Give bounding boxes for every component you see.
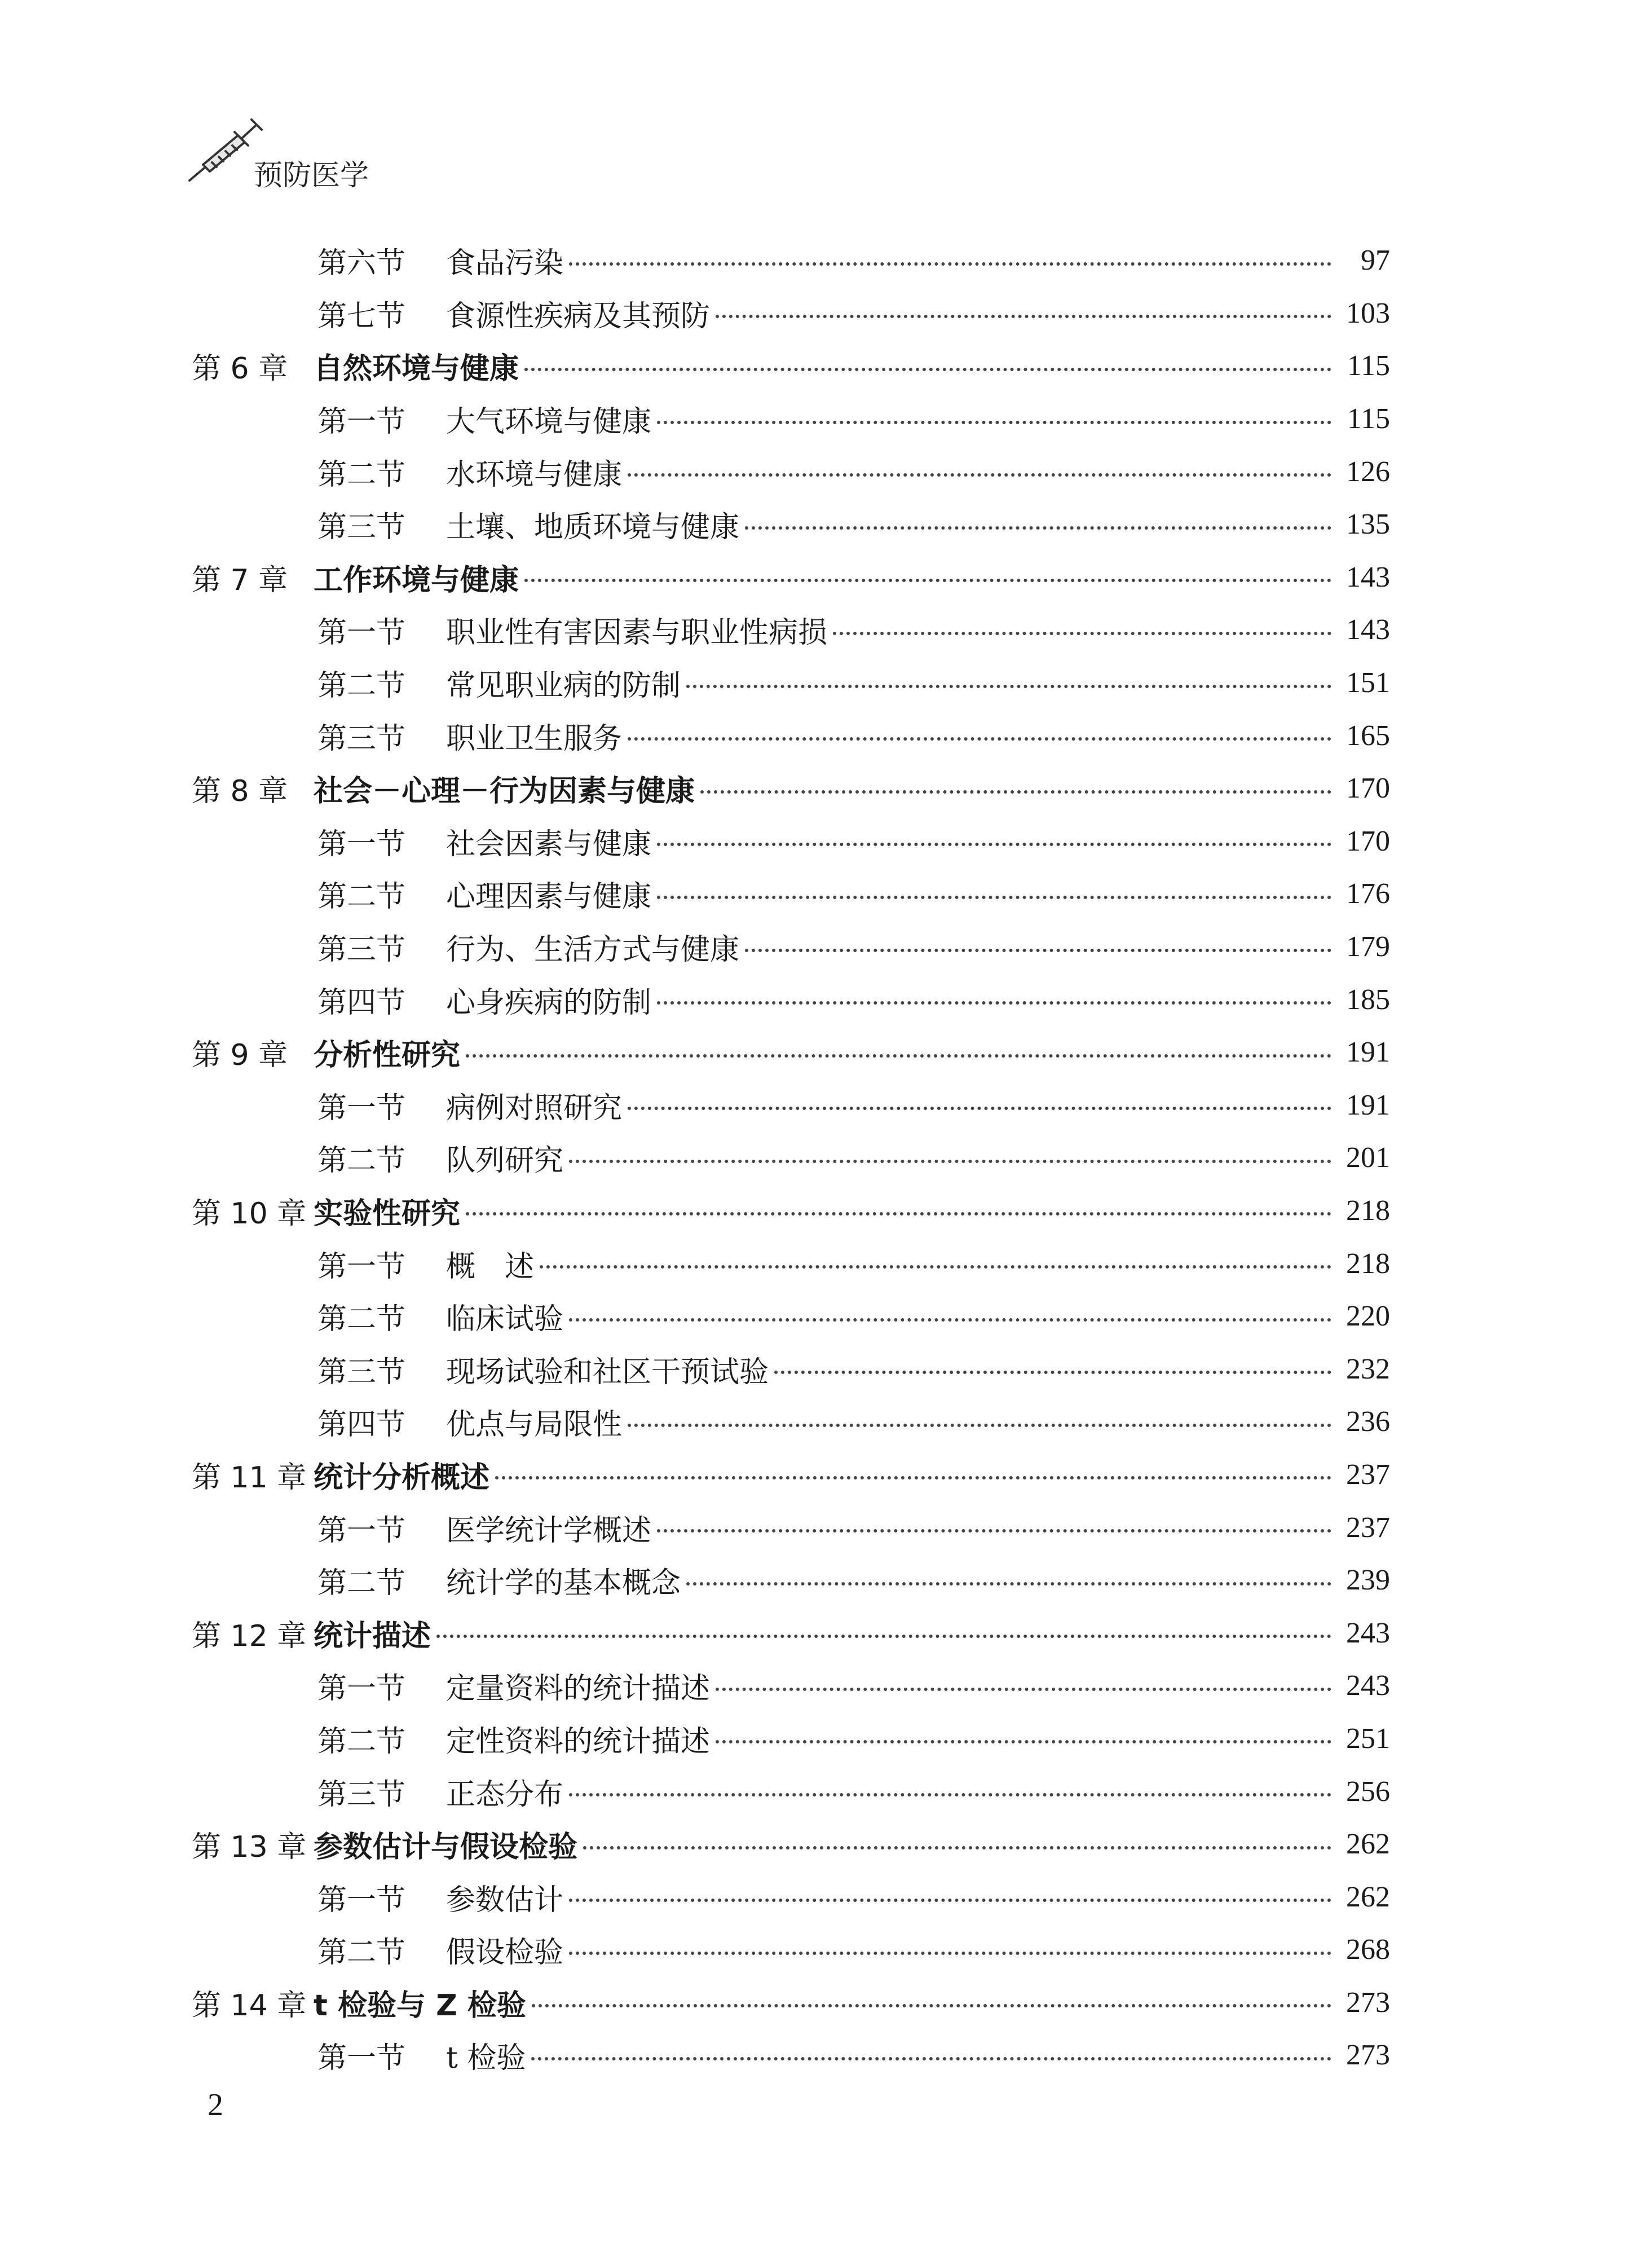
dot-leader bbox=[686, 685, 1331, 688]
page-ref: 185 bbox=[1346, 983, 1390, 1016]
chapter-number: 第 10 章 bbox=[192, 1196, 307, 1231]
section-title: 优点与局限性 bbox=[446, 1408, 623, 1442]
page-ref: 201 bbox=[1346, 1142, 1390, 1174]
page-ref: 262 bbox=[1346, 1828, 1390, 1861]
toc-section-row[interactable] bbox=[0, 815, 1628, 868]
page-ref: 268 bbox=[1346, 1934, 1390, 1966]
dot-leader bbox=[524, 368, 1331, 371]
section-number: 第一节 bbox=[317, 1513, 406, 1548]
toc-section-row[interactable] bbox=[0, 1395, 1628, 1448]
page-ref: 170 bbox=[1346, 772, 1390, 805]
table-of-contents bbox=[0, 234, 1628, 2082]
toc-section-row[interactable] bbox=[0, 657, 1628, 710]
toc-section-row[interactable] bbox=[0, 2029, 1628, 2082]
dot-leader bbox=[495, 1476, 1331, 1479]
page-ref: 191 bbox=[1346, 1089, 1390, 1121]
dot-leader bbox=[716, 1688, 1331, 1691]
section-title: 现场试验和社区干预试验 bbox=[446, 1355, 769, 1389]
chapter-number: 第 9 章 bbox=[192, 1038, 288, 1073]
toc-section-row[interactable] bbox=[0, 1765, 1628, 1818]
page-ref: 165 bbox=[1346, 719, 1390, 752]
chapter-number: 第 6 章 bbox=[192, 352, 288, 386]
section-number: 第二节 bbox=[317, 1144, 406, 1178]
section-number: 第二节 bbox=[317, 1566, 406, 1601]
section-number: 第一节 bbox=[317, 1883, 406, 1917]
page-ref: 256 bbox=[1346, 1775, 1390, 1808]
toc-section-row[interactable] bbox=[0, 604, 1628, 657]
page-ref: 239 bbox=[1346, 1564, 1390, 1597]
page-ref: 236 bbox=[1346, 1406, 1390, 1438]
toc-section-row[interactable] bbox=[0, 1237, 1628, 1290]
page-ref: 251 bbox=[1346, 1722, 1390, 1755]
toc-chapter-row[interactable] bbox=[0, 340, 1628, 393]
section-number: 第二节 bbox=[317, 1302, 406, 1337]
section-title: 食源性疾病及其预防 bbox=[446, 299, 711, 333]
section-number: 第四节 bbox=[317, 985, 406, 1020]
section-number: 第一节 bbox=[317, 405, 406, 439]
toc-section-row[interactable] bbox=[0, 1870, 1628, 1923]
section-title: 统计学的基本概念 bbox=[446, 1566, 681, 1601]
toc-section-row[interactable] bbox=[0, 1923, 1628, 1976]
toc-chapter-row[interactable] bbox=[0, 1976, 1628, 2029]
dot-leader bbox=[569, 1899, 1331, 1902]
page-ref: 262 bbox=[1346, 1881, 1390, 1913]
section-title: t 检验 bbox=[446, 2041, 526, 2076]
section-number: 第二节 bbox=[317, 880, 406, 914]
section-title: 临床试验 bbox=[446, 1302, 564, 1337]
chapter-number: 第 8 章 bbox=[192, 774, 288, 809]
dot-leader bbox=[569, 262, 1331, 266]
toc-section-row[interactable] bbox=[0, 1290, 1628, 1343]
section-title: 食品污染 bbox=[446, 246, 564, 281]
page-ref: 243 bbox=[1346, 1617, 1390, 1649]
section-title: 假设检验 bbox=[446, 1936, 564, 1970]
section-number: 第三节 bbox=[317, 1355, 406, 1389]
page-ref: 176 bbox=[1346, 878, 1390, 910]
section-number: 第三节 bbox=[317, 510, 406, 545]
dot-leader bbox=[569, 1793, 1331, 1796]
toc-section-row[interactable] bbox=[0, 1079, 1628, 1132]
dot-leader bbox=[745, 949, 1331, 952]
page-ref: 243 bbox=[1346, 1670, 1390, 1702]
dot-leader bbox=[657, 1529, 1331, 1532]
section-number: 第四节 bbox=[317, 1408, 406, 1442]
toc-section-row[interactable] bbox=[0, 1659, 1628, 1712]
page-ref: 218 bbox=[1346, 1247, 1390, 1280]
section-title: 社会因素与健康 bbox=[446, 827, 652, 861]
chapter-title: 自然环境与健康 bbox=[314, 352, 519, 386]
page-ref: 97 bbox=[1361, 244, 1390, 277]
section-title: 职业卫生服务 bbox=[446, 721, 623, 756]
page-ref: 237 bbox=[1346, 1511, 1390, 1544]
section-number: 第二节 bbox=[317, 669, 406, 703]
toc-chapter-row[interactable] bbox=[0, 1184, 1628, 1238]
dot-leader bbox=[774, 1371, 1331, 1374]
chapter-number: 第 11 章 bbox=[192, 1460, 307, 1495]
section-number: 第七节 bbox=[317, 299, 406, 333]
toc-section-row[interactable] bbox=[0, 498, 1628, 551]
section-title: 医学统计学概述 bbox=[446, 1513, 652, 1548]
dot-leader bbox=[657, 843, 1331, 846]
dot-leader bbox=[583, 1846, 1331, 1849]
dot-leader bbox=[628, 1424, 1331, 1427]
section-number: 第一节 bbox=[317, 1672, 406, 1706]
page-ref: 103 bbox=[1346, 297, 1390, 329]
dot-leader bbox=[657, 421, 1331, 424]
chapter-title: 实验性研究 bbox=[314, 1196, 461, 1231]
section-title: 行为、生活方式与健康 bbox=[446, 933, 740, 967]
page-ref: 135 bbox=[1346, 508, 1390, 541]
section-number: 第一节 bbox=[317, 1091, 406, 1125]
chapter-title: 统计描述 bbox=[314, 1619, 431, 1653]
dot-leader bbox=[466, 1212, 1331, 1216]
section-title: 心身疾病的防制 bbox=[446, 985, 652, 1020]
dot-leader bbox=[524, 579, 1331, 582]
page-ref: 191 bbox=[1346, 1036, 1390, 1069]
section-number: 第二节 bbox=[317, 1724, 406, 1759]
section-number: 第三节 bbox=[317, 1777, 406, 1812]
toc-section-row[interactable] bbox=[0, 973, 1628, 1026]
section-number: 第二节 bbox=[317, 1936, 406, 1970]
toc-chapter-row[interactable] bbox=[0, 551, 1628, 604]
dot-leader bbox=[436, 1635, 1331, 1638]
chapter-title: 统计分析概述 bbox=[314, 1460, 490, 1495]
chapter-number: 第 14 章 bbox=[192, 1988, 307, 2023]
book-title: 预防医学 bbox=[254, 159, 369, 192]
dot-leader bbox=[716, 1740, 1331, 1743]
section-number: 第二节 bbox=[317, 457, 406, 492]
toc-chapter-row[interactable] bbox=[0, 1606, 1628, 1659]
section-number: 第三节 bbox=[317, 721, 406, 756]
page-ref: 126 bbox=[1346, 455, 1390, 488]
section-title: 队列研究 bbox=[446, 1144, 564, 1178]
toc-section-row[interactable] bbox=[0, 1712, 1628, 1765]
dot-leader bbox=[700, 790, 1331, 794]
toc-section-row[interactable] bbox=[0, 921, 1628, 974]
section-title: 概 述 bbox=[446, 1249, 535, 1284]
page-ref: 115 bbox=[1347, 350, 1390, 382]
page-ref: 151 bbox=[1346, 667, 1390, 699]
section-title: 常见职业病的防制 bbox=[446, 669, 681, 703]
dot-leader bbox=[466, 1054, 1331, 1058]
toc-chapter-row[interactable] bbox=[0, 1448, 1628, 1501]
page-ref: 273 bbox=[1346, 2039, 1390, 2072]
section-title: 水环境与健康 bbox=[446, 457, 623, 492]
dot-leader bbox=[745, 526, 1331, 530]
chapter-number: 第 13 章 bbox=[192, 1830, 307, 1865]
toc-section-row[interactable] bbox=[0, 1501, 1628, 1554]
chapter-title: t 检验与 Z 检验 bbox=[314, 1988, 526, 2023]
section-title: 心理因素与健康 bbox=[446, 880, 652, 914]
toc-section-row[interactable] bbox=[0, 1554, 1628, 1607]
page-ref: 143 bbox=[1346, 561, 1390, 593]
dot-leader bbox=[628, 1107, 1331, 1110]
page-ref: 115 bbox=[1347, 403, 1390, 435]
section-number: 第三节 bbox=[317, 933, 406, 967]
page-ref: 170 bbox=[1346, 825, 1390, 857]
page-ref: 220 bbox=[1346, 1300, 1390, 1333]
page-ref: 273 bbox=[1346, 1986, 1390, 2019]
dot-leader bbox=[540, 1265, 1331, 1269]
section-title: 定性资料的统计描述 bbox=[446, 1724, 711, 1759]
section-title: 病例对照研究 bbox=[446, 1091, 623, 1125]
toc-section-row[interactable] bbox=[0, 287, 1628, 340]
page-ref: 179 bbox=[1346, 931, 1390, 963]
dot-leader bbox=[532, 2004, 1331, 2007]
dot-leader bbox=[569, 1952, 1331, 1955]
dot-leader bbox=[657, 1001, 1331, 1005]
toc-section-row[interactable] bbox=[0, 709, 1628, 762]
dot-leader bbox=[531, 2057, 1331, 2060]
toc-chapter-row[interactable] bbox=[0, 1818, 1628, 1871]
dot-leader bbox=[628, 473, 1331, 477]
section-title: 正态分布 bbox=[446, 1777, 564, 1812]
page-ref: 218 bbox=[1346, 1194, 1390, 1227]
dot-leader bbox=[569, 1160, 1331, 1163]
running-header bbox=[186, 113, 524, 203]
toc-section-row[interactable] bbox=[0, 867, 1628, 921]
chapter-title: 分析性研究 bbox=[314, 1038, 461, 1073]
page-number: 2 bbox=[208, 2088, 223, 2122]
dot-leader bbox=[569, 1318, 1331, 1322]
section-number: 第一节 bbox=[317, 1249, 406, 1284]
chapter-title: 参数估计与假设检验 bbox=[314, 1830, 578, 1865]
toc-section-row[interactable] bbox=[0, 1342, 1628, 1395]
toc-section-row[interactable] bbox=[0, 1131, 1628, 1184]
section-title: 参数估计 bbox=[446, 1883, 564, 1917]
dot-leader bbox=[833, 632, 1331, 635]
section-number: 第一节 bbox=[317, 2041, 406, 2076]
toc-section-row[interactable] bbox=[0, 393, 1628, 446]
section-number: 第一节 bbox=[317, 616, 406, 650]
dot-leader bbox=[686, 1582, 1331, 1586]
section-number: 第六节 bbox=[317, 246, 406, 281]
section-title: 职业性有害因素与职业性病损 bbox=[446, 616, 828, 650]
chapter-title: 工作环境与健康 bbox=[314, 563, 519, 597]
toc-chapter-row[interactable] bbox=[0, 762, 1628, 815]
page-ref: 237 bbox=[1346, 1458, 1390, 1491]
section-title: 大气环境与健康 bbox=[446, 405, 652, 439]
toc-chapter-row[interactable] bbox=[0, 1026, 1628, 1079]
dot-leader bbox=[628, 737, 1331, 741]
section-title: 土壤、地质环境与健康 bbox=[446, 510, 740, 545]
section-number: 第一节 bbox=[317, 827, 406, 861]
dot-leader bbox=[716, 315, 1331, 318]
toc-section-row[interactable] bbox=[0, 234, 1628, 287]
toc-section-row[interactable] bbox=[0, 445, 1628, 498]
chapter-title: 社会－心理－行为因素与健康 bbox=[314, 774, 695, 809]
page-ref: 143 bbox=[1346, 614, 1390, 646]
page-ref: 232 bbox=[1346, 1353, 1390, 1385]
section-title: 定量资料的统计描述 bbox=[446, 1672, 711, 1706]
dot-leader bbox=[657, 896, 1331, 899]
chapter-number: 第 7 章 bbox=[192, 563, 288, 597]
chapter-number: 第 12 章 bbox=[192, 1619, 307, 1653]
